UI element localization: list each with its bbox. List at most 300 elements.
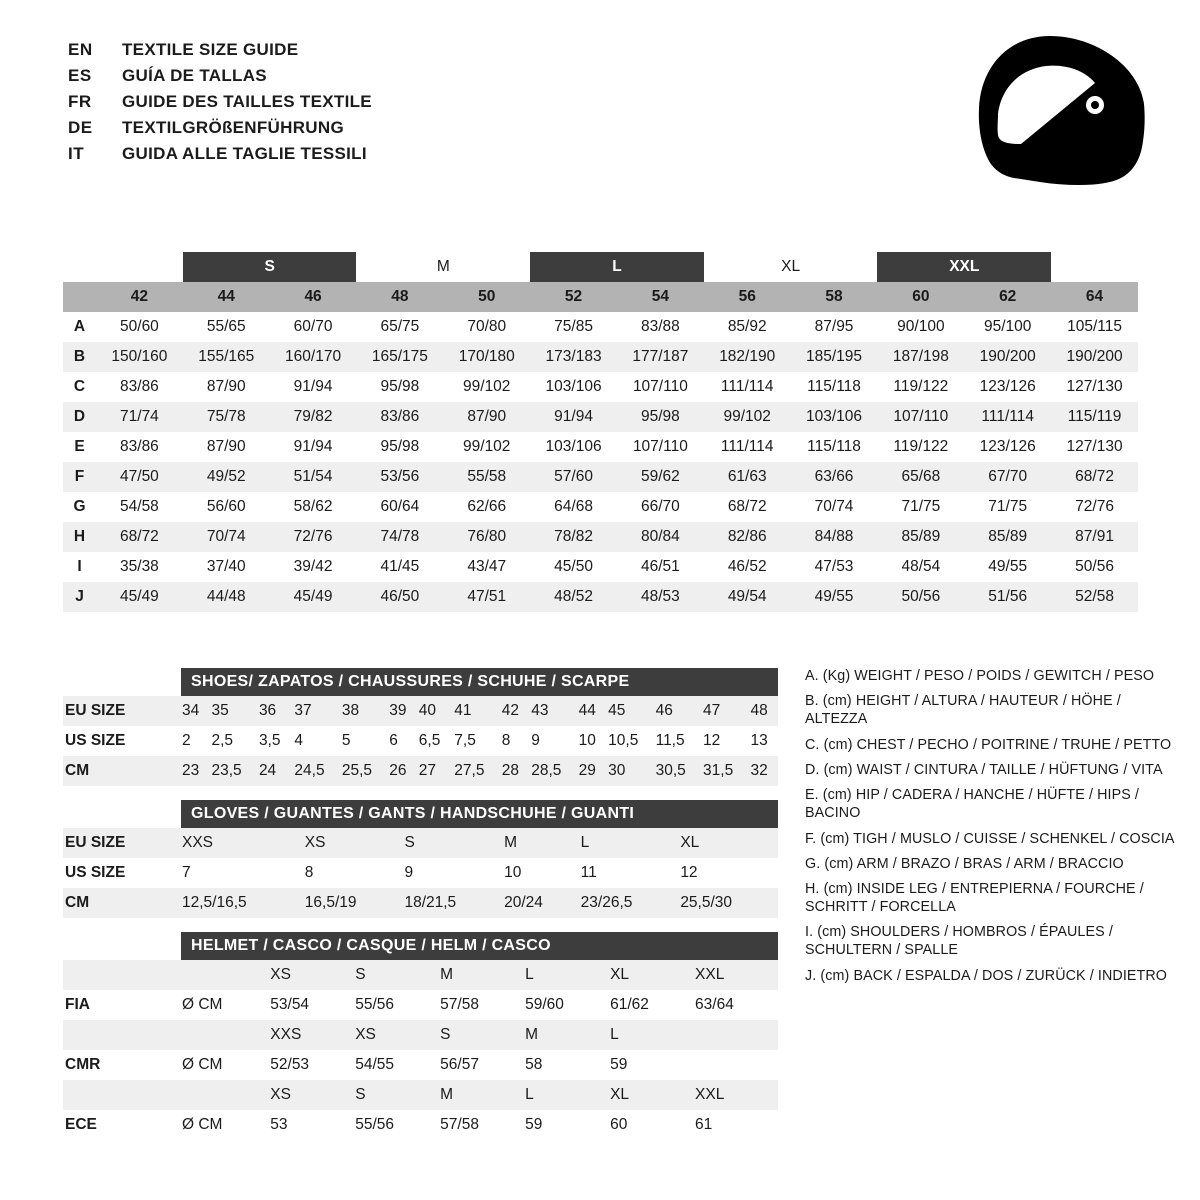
cell: 59/62	[640, 468, 680, 485]
cell: 67/70	[988, 468, 1028, 485]
cell: 24,5	[294, 762, 325, 779]
cell: 35	[211, 702, 229, 719]
cell: 50/56	[901, 588, 941, 605]
cell: 47/53	[814, 558, 854, 575]
table-row	[63, 858, 778, 888]
cell: 37	[294, 702, 312, 719]
helmet-table	[63, 960, 778, 1140]
cell: 30,5	[655, 762, 686, 779]
cell	[180, 960, 268, 990]
title-text-fr: GUIDE DES TAILLES TEXTILE	[122, 92, 372, 111]
cell: 65/75	[380, 318, 420, 335]
cell: L	[580, 834, 590, 851]
cell: 127/130	[1066, 378, 1123, 395]
cell: 63/64	[695, 996, 734, 1013]
number-header-60: 60	[877, 282, 964, 312]
cell: 56/57	[440, 1056, 479, 1073]
helmet-ece-label: ECE	[65, 1116, 97, 1133]
cell: 78/82	[554, 528, 593, 545]
cell: Ø CM	[182, 1116, 223, 1133]
cell: S	[355, 1086, 366, 1103]
cell: 8	[501, 732, 511, 749]
cell: 170/180	[458, 348, 515, 365]
row-label-b: B	[73, 348, 86, 365]
cell: 70/80	[467, 318, 507, 335]
cell: XS	[355, 1026, 376, 1043]
cell: 47/50	[120, 468, 159, 485]
table-row	[63, 960, 778, 990]
cell: 111/114	[720, 378, 774, 395]
row-label-c: C	[73, 378, 86, 395]
cell: 34	[182, 702, 200, 719]
cell: 7,5	[454, 732, 476, 749]
cell: 54/58	[120, 498, 159, 515]
cell: 10,5	[608, 732, 639, 749]
cell: 55/58	[467, 468, 507, 485]
cell: 45/49	[293, 588, 333, 605]
table-row	[63, 1020, 778, 1050]
cell: 95/98	[380, 438, 420, 455]
language-code-de: DE	[68, 118, 93, 137]
cell: 11,5	[655, 732, 685, 749]
cell: XS	[304, 834, 326, 851]
cell: 58/62	[293, 498, 333, 515]
cell: 155/165	[198, 348, 255, 365]
cell: 51/56	[988, 588, 1028, 605]
cell: 40	[418, 702, 437, 719]
cell: 27,5	[454, 762, 485, 779]
helmet-fia-label: FIA	[65, 996, 90, 1013]
cell: 72/76	[1075, 498, 1114, 515]
helmet-ece-head-label	[63, 1080, 180, 1110]
number-header-54: 54	[617, 282, 704, 312]
cell: 25,5	[341, 762, 373, 779]
title-row-fr	[68, 92, 372, 118]
row-label-h: H	[73, 528, 86, 545]
table-row	[63, 756, 778, 786]
cell: 71/75	[901, 498, 941, 515]
cell: 99/102	[463, 378, 511, 395]
number-header-58: 58	[791, 282, 878, 312]
title-row-de	[68, 118, 372, 144]
cell: 115/119	[1067, 408, 1122, 425]
cell: 57/58	[440, 996, 479, 1013]
table-row	[63, 696, 778, 726]
cell: 38	[341, 702, 360, 719]
cell: 160/170	[285, 348, 342, 365]
number-header-42: 42	[96, 282, 183, 312]
cell: 105/115	[1067, 318, 1122, 335]
row-label-j: J	[75, 588, 84, 605]
cell: 41	[454, 702, 472, 719]
cell: 95/100	[983, 318, 1032, 335]
cell: 46/51	[640, 558, 680, 575]
cell: 49/55	[814, 588, 854, 605]
shoes-cm-label: CM	[65, 762, 90, 779]
shoes-eu-label: EU SIZE	[65, 702, 126, 719]
textile-size-table-grid	[63, 252, 1138, 612]
table-row	[63, 1110, 778, 1140]
legend-item-a: A. (Kg) WEIGHT / PESO / POIDS / GEWITCH / PESO	[805, 668, 1155, 684]
cell: 68/72	[1075, 468, 1114, 485]
cell: 5	[341, 732, 351, 749]
cell: 99/102	[463, 438, 511, 455]
title-text-en: TEXTILE SIZE GUIDE	[122, 40, 299, 59]
cell: 48	[750, 702, 768, 719]
cell: 12	[680, 864, 698, 881]
cell: 10	[504, 864, 522, 881]
cell: S	[404, 834, 415, 851]
legend-item-f: F. (cm) TIGH / MUSLO / CUISSE / SCHENKEL / COSCIA	[805, 830, 1175, 847]
language-code-es: ES	[68, 66, 92, 85]
gloves-section-title: GLOVES / GUANTES / GANTS / HANDSCHUHE / GUANTI	[181, 800, 778, 828]
table-row	[63, 462, 1138, 492]
cell: 2,5	[211, 732, 234, 749]
shoes-table	[63, 696, 778, 786]
cell: 48/54	[901, 558, 941, 575]
cell: 48/53	[640, 588, 680, 605]
cell: 80/84	[640, 528, 680, 545]
number-header-64: 64	[1051, 282, 1138, 312]
cell: 70/74	[814, 498, 854, 515]
cell: 61/62	[610, 996, 649, 1013]
cell: XXL	[695, 966, 725, 983]
cell: XXL	[695, 1086, 725, 1103]
cell: 12	[703, 732, 721, 749]
language-code-en: EN	[68, 40, 93, 59]
title-block	[68, 40, 372, 170]
row-label-i: I	[77, 558, 82, 575]
cell: 165/175	[371, 348, 428, 365]
shoes-block	[63, 668, 778, 786]
cell: 6	[389, 732, 398, 749]
band-cell-s: S	[183, 252, 357, 282]
gloves-table	[63, 828, 778, 918]
number-header-52: 52	[530, 282, 617, 312]
table-row	[63, 1080, 778, 1110]
cell: L	[525, 966, 534, 983]
cell: 83/86	[380, 408, 420, 425]
cell: 75/78	[206, 408, 246, 425]
cell: 6,5	[418, 732, 441, 749]
row-label-a: A	[73, 318, 86, 335]
legend-item-g: G. (cm) ARM / BRAZO / BRAS / ARM / BRACCIO	[805, 855, 1124, 872]
measurement-legend	[805, 668, 1185, 993]
table-row	[63, 402, 1138, 432]
cell: 58	[525, 1056, 543, 1073]
legend-item-j: J. (cm) BACK / ESPALDA / DOS / ZURÜCK / INDIETRO	[805, 967, 1168, 984]
cell: M	[504, 834, 518, 851]
legend-item-i: I. (cm) SHOULDERS / HOMBROS / ÉPAULES / SCHULTERN / SPALLE	[805, 924, 1113, 959]
cell: L	[525, 1086, 534, 1103]
cell: 2	[182, 732, 191, 749]
table-row	[63, 522, 1138, 552]
cell	[693, 1020, 778, 1050]
cell: 44	[578, 702, 596, 719]
row-label-g: G	[73, 498, 86, 515]
title-text-de: TEXTILGRÖßENFÜHRUNG	[122, 118, 344, 137]
cell: 12,5/16,5	[182, 894, 247, 911]
cell: 87/90	[206, 378, 246, 395]
cell: 84/88	[814, 528, 854, 545]
cell: 150/160	[111, 348, 168, 365]
cell: 52/53	[270, 1056, 310, 1073]
helmet-section-title: HELMET / CASCO / CASQUE / HELM / CASCO	[181, 932, 778, 960]
cell: M	[525, 1026, 539, 1043]
cell: 60/70	[293, 318, 333, 335]
cell: 4	[294, 732, 304, 749]
cell: 8	[304, 864, 314, 881]
cell: 55/56	[355, 1116, 395, 1133]
cell: 36	[258, 702, 277, 719]
table-row	[63, 888, 778, 918]
cell: 59	[525, 1116, 543, 1133]
cell: 39/42	[293, 558, 333, 575]
cell: 37/40	[206, 558, 246, 575]
cell: 119/122	[893, 438, 949, 455]
cell: 51/54	[293, 468, 333, 485]
size-band-row	[63, 252, 1138, 282]
cell: 83/86	[120, 378, 159, 395]
cell: 95/98	[640, 408, 680, 425]
cell: 53/54	[270, 996, 310, 1013]
cell: 46/52	[727, 558, 767, 575]
cell: 71/75	[988, 498, 1028, 515]
cell: 49/52	[206, 468, 246, 485]
cell: 87/90	[467, 408, 507, 425]
cell: 45/50	[554, 558, 593, 575]
cell: 9	[404, 864, 414, 881]
cell: Ø CM	[182, 1056, 223, 1073]
number-header-62: 62	[964, 282, 1051, 312]
cell: 50/56	[1075, 558, 1114, 575]
legend-item-e: E. (cm) HIP / CADERA / HANCHE / HÜFTE / HIPS / BACINO	[805, 787, 1140, 822]
cell: 62/66	[467, 498, 507, 515]
cell: 85/89	[901, 528, 941, 545]
textile-size-table	[63, 252, 1138, 612]
cell: 107/110	[632, 378, 688, 395]
cell: 44/48	[206, 588, 246, 605]
table-row	[63, 582, 1138, 612]
row-label-f: F	[74, 468, 85, 485]
band-cell-l: L	[530, 252, 704, 282]
cell: 119/122	[893, 378, 949, 395]
cell: 55/56	[355, 996, 395, 1013]
cell: 24	[258, 762, 277, 779]
cell: 56/60	[206, 498, 246, 515]
cell: 79/82	[293, 408, 333, 425]
table-row	[63, 372, 1138, 402]
cell: 49/54	[727, 588, 767, 605]
cell: 32	[750, 762, 768, 779]
number-header-48: 48	[356, 282, 443, 312]
cell: XL	[610, 1086, 630, 1103]
cell: 3,5	[258, 732, 281, 749]
title-text-es: GUÍA DE TALLAS	[122, 66, 267, 85]
row-label-e: E	[74, 438, 85, 455]
cell: 68/72	[120, 528, 159, 545]
lower-tables	[63, 668, 778, 1154]
cell: 91/94	[554, 408, 593, 425]
cell: 95/98	[380, 378, 420, 395]
table-row	[63, 492, 1138, 522]
cell: 123/126	[979, 438, 1036, 455]
table-row	[63, 828, 778, 858]
cell: 64/68	[554, 498, 593, 515]
number-header-50: 50	[443, 282, 530, 312]
cell: 57/60	[554, 468, 593, 485]
cell: 111/114	[981, 408, 1034, 425]
cell: 48/52	[554, 588, 593, 605]
cell: 123/126	[979, 378, 1036, 395]
cell: 107/110	[632, 438, 688, 455]
cell: 76/80	[467, 528, 507, 545]
cell: 7	[182, 864, 191, 881]
cell: 173/183	[545, 348, 602, 365]
cell: XS	[270, 1086, 291, 1103]
gloves-block	[63, 800, 778, 918]
cell: 47/51	[467, 588, 507, 605]
cell: 49/55	[988, 558, 1028, 575]
cell: 13	[750, 732, 768, 749]
cell: L	[610, 1026, 619, 1043]
band-corner	[63, 252, 96, 282]
cell: 43/47	[467, 558, 507, 575]
cell: 111/114	[720, 438, 774, 455]
title-text-it: GUIDA ALLE TAGLIE TESSILI	[122, 144, 367, 163]
cell: 18/21,5	[404, 894, 457, 911]
cell: 85/92	[727, 318, 767, 335]
cell: 107/110	[893, 408, 949, 425]
cell: 59	[610, 1056, 628, 1073]
cell: 9	[531, 732, 540, 749]
title-row-it	[68, 144, 372, 170]
table-row	[63, 342, 1138, 372]
cell: 41/45	[380, 558, 420, 575]
cell: 87/91	[1075, 528, 1114, 545]
number-header-44: 44	[183, 282, 270, 312]
cell: 127/130	[1066, 438, 1123, 455]
band-cell-last	[1051, 252, 1138, 282]
cell: 190/200	[1066, 348, 1123, 365]
cell: 68/72	[727, 498, 767, 515]
cell	[180, 1020, 268, 1050]
cell: 90/100	[897, 318, 945, 335]
band-cell-xl: XL	[704, 252, 878, 282]
table-row	[63, 552, 1138, 582]
cell: 26	[389, 762, 407, 779]
table-row	[63, 726, 778, 756]
cell: 83/88	[640, 318, 680, 335]
cell: 42	[501, 702, 519, 719]
cell: 52/58	[1075, 588, 1114, 605]
legend-item-h: H. (cm) INSIDE LEG / ENTREPIERNA / FOURCHE / SCHRITT / FORCELLA	[805, 881, 1144, 916]
cell: 23	[182, 762, 200, 779]
cell: 103/106	[545, 438, 602, 455]
cell: 115/118	[807, 438, 861, 455]
cell: 53/56	[380, 468, 420, 485]
cell: 23,5	[211, 762, 242, 779]
cell: 82/86	[727, 528, 767, 545]
language-code-it: IT	[68, 144, 85, 163]
gloves-us-label: US SIZE	[65, 864, 126, 881]
size-number-header-row	[63, 282, 1138, 312]
cell: 63/66	[814, 468, 854, 485]
cell: S	[440, 1026, 451, 1043]
motorcycle-helmet-icon	[955, 28, 1145, 218]
cell: 83/86	[120, 438, 159, 455]
table-row	[63, 990, 778, 1020]
cell: 54/55	[355, 1056, 395, 1073]
cell: 190/200	[979, 348, 1036, 365]
cell: 59/60	[525, 996, 564, 1013]
cell: 65/68	[901, 468, 941, 485]
cell: 45	[608, 702, 626, 719]
number-header-56: 56	[704, 282, 791, 312]
cell: 75/85	[554, 318, 593, 335]
cell: XL	[680, 834, 700, 851]
cell: 60/64	[380, 498, 420, 515]
cell: 53	[270, 1116, 288, 1133]
table-row	[63, 1050, 778, 1080]
cell: XL	[610, 966, 630, 983]
cell: 27	[418, 762, 437, 779]
cell: 185/195	[806, 348, 863, 365]
legend-item-b: B. (cm) HEIGHT / ALTURA / HAUTEUR / HÖHE / ALTEZZA	[805, 693, 1121, 728]
gloves-cm-label: CM	[65, 894, 90, 911]
cell: 60	[610, 1116, 628, 1133]
title-row-en	[68, 40, 372, 66]
cell: 99/102	[723, 408, 771, 425]
cell: 55/65	[206, 318, 246, 335]
number-header-corner	[63, 282, 96, 312]
cell: M	[440, 966, 454, 983]
cell: 103/106	[545, 378, 602, 395]
cell: 87/95	[814, 318, 854, 335]
band-cell-0	[96, 252, 183, 282]
cell: XXS	[270, 1026, 302, 1043]
cell: 28,5	[531, 762, 562, 779]
cell: 85/89	[988, 528, 1028, 545]
cell: 29	[578, 762, 596, 779]
cell: 87/90	[206, 438, 246, 455]
shoes-us-label: US SIZE	[65, 732, 126, 749]
helmet-cmr-label: CMR	[65, 1056, 101, 1073]
legend-item-c: C. (cm) CHEST / PECHO / POITRINE / TRUHE / PETTO	[805, 736, 1172, 753]
cell: 20/24	[504, 894, 543, 911]
cell: 91/94	[293, 438, 333, 455]
cell: 57/58	[440, 1116, 479, 1133]
language-code-fr: FR	[68, 92, 92, 111]
cell: 30	[608, 762, 626, 779]
number-header-46: 46	[270, 282, 357, 312]
cell: 25,5/30	[680, 894, 733, 911]
cell: 70/74	[206, 528, 246, 545]
cell: 50/60	[120, 318, 159, 335]
cell: 47	[703, 702, 721, 719]
cell: 103/106	[806, 408, 863, 425]
cell: 46	[655, 702, 673, 719]
cell: Ø CM	[182, 996, 223, 1013]
band-cell-m: M	[356, 252, 530, 282]
cell: 39	[389, 702, 407, 719]
cell: 74/78	[380, 528, 420, 545]
table-row	[63, 432, 1138, 462]
helmet-cmr-head-label	[63, 1020, 180, 1050]
cell: 182/190	[719, 348, 776, 365]
shoes-section-title: SHOES/ ZAPATOS / CHAUSSURES / SCHUHE / SCARPE	[181, 668, 778, 696]
cell	[693, 1050, 778, 1080]
